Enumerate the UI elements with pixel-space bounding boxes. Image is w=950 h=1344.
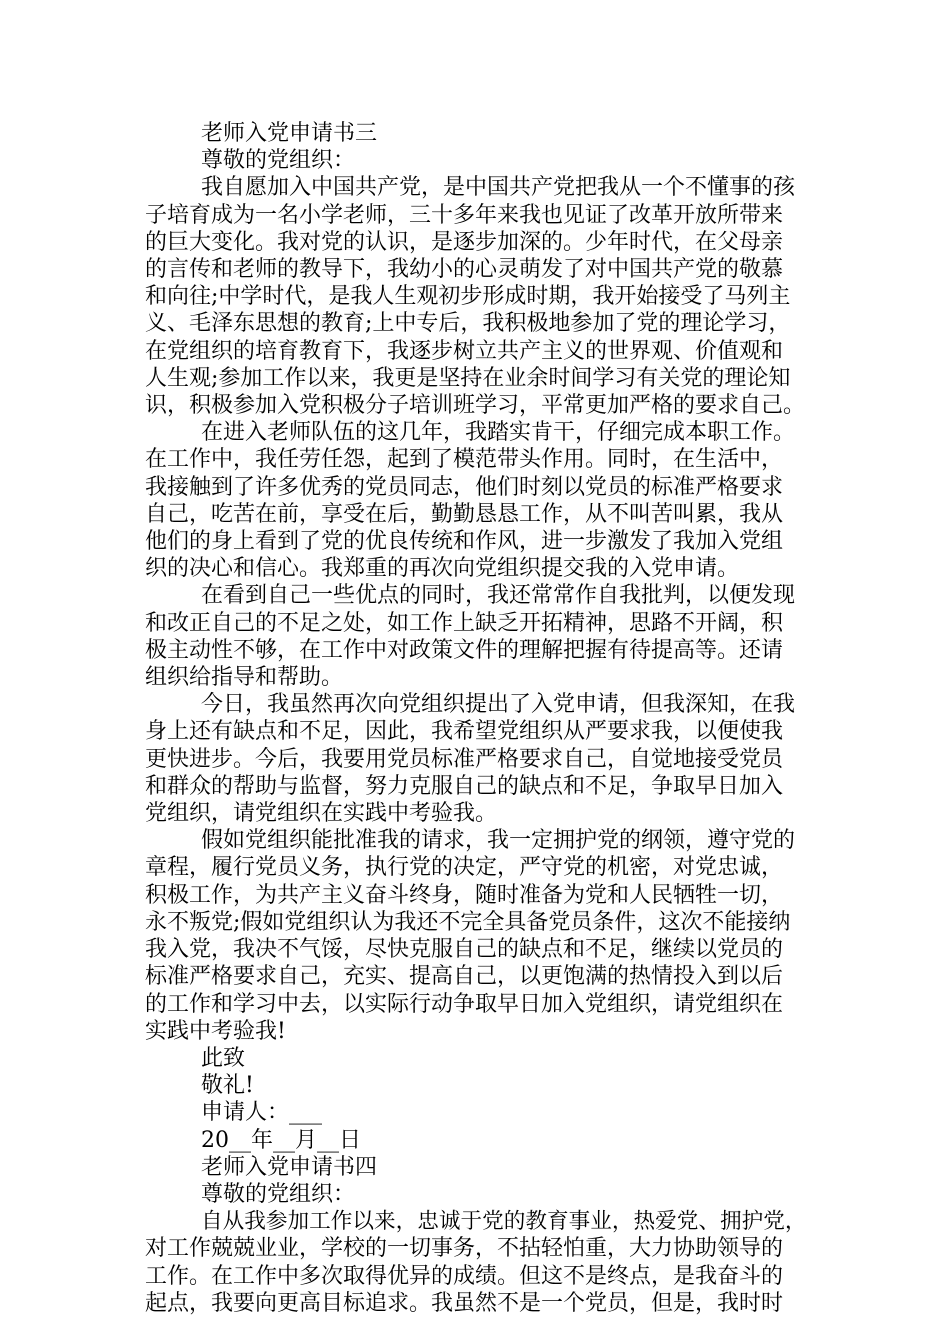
text-line: 在党组织的培育教育下，我逐步树立共产主义的世界观、价值观和	[145, 338, 784, 364]
text-line: 工作。在工作中多次取得优异的成绩。但这不是终点，是我奋斗的	[145, 1263, 784, 1289]
text-line: 我接触到了许多优秀的党员同志，他们时刻以党员的标准严格要求	[145, 474, 784, 500]
text-line: 在工作中，我任劳任怨，起到了模范带头作用。同时，在生活中，	[145, 447, 784, 473]
text-line: 的巨大变化。我对党的认识，是逐步加深的。少年时代，在父母亲	[145, 229, 784, 255]
text-line: 标准严格要求自己，充实、提高自己，以更饱满的热情投入到以后	[145, 964, 784, 990]
text-line: 此致	[201, 1045, 246, 1071]
text-line: 的言传和老师的教导下，我幼小的心灵萌发了对中国共产党的敬慕	[145, 257, 784, 283]
text-line: 我自愿加入中国共产党，是中国共产党把我从一个不懂事的孩	[201, 175, 796, 201]
text-line: 老师入党申请书三	[201, 121, 378, 146]
text-line: 和群众的帮助与监督，努力克服自己的缺点和不足，争取早日加入	[145, 773, 784, 799]
document-body	[145, 120, 807, 1317]
text-line: 党组织，请党组织在实践中考验我。	[145, 801, 498, 827]
text-line: 人生观;参加工作以来，我更是坚持在业余时间学习有关党的理论知	[145, 365, 791, 391]
text-line: 和向往;中学时代，是我人生观初步形成时期，我开始接受了马列主	[145, 284, 791, 310]
text-line: 假如党组织能批准我的请求，我一定拥护党的纲领，遵守党的	[201, 828, 796, 854]
text-line: 的工作和学习中去，以实际行动争取早日加入党组织，请党组织在	[145, 991, 784, 1017]
text-line: 自从我参加工作以来，忠诚于党的教育事业，热爱党、拥护党，	[201, 1209, 807, 1235]
text-line: 组织给指导和帮助。	[145, 665, 344, 691]
text-line: 我入党，我决不气馁，尽快克服自己的缺点和不足，继续以党员的	[145, 937, 784, 963]
text-line: 申请人：___	[201, 1100, 323, 1126]
text-line: 识，积极参加入党积极分子培训班学习，平常更加严格的要求自己。	[145, 393, 806, 419]
text-line: 在看到自己一些优点的同时，我还常常作自我批判，以便发现	[201, 583, 796, 609]
text-line: 极主动性不够，在工作中对政策文件的理解把握有待提高等。还请	[145, 637, 784, 663]
text-line: 实践中考验我!	[145, 1018, 286, 1044]
text-line: 更快进步。今后，我要用党员标准严格要求自己，自觉地接受党员	[145, 746, 784, 772]
text-line: 在进入老师队伍的这几年，我踏实肯干，仔细完成本职工作。	[201, 420, 796, 446]
text-line: 他们的身上看到了党的优良传统和作风，进一步激发了我加入党组	[145, 529, 784, 555]
text-line: 20__年__月__日	[201, 1127, 361, 1153]
text-line: 敬礼!	[201, 1073, 254, 1099]
text-line: 子培育成为一名小学老师，三十多年来我也见证了改革开放所带来	[145, 202, 784, 228]
text-line: 永不叛党;假如党组织认为我还不完全具备党员条件，这次不能接纳	[145, 909, 791, 935]
text-line: 起点，我要向更高目标追求。我虽然不是一个党员，但是，我时时	[145, 1290, 784, 1316]
text-line: 织的决心和信心。我郑重的再次向党组织提交我的入党申请。	[145, 556, 740, 582]
text-line: 自己，吃苦在前，享受在后，勤勤恳恳工作，从不叫苦叫累，我从	[145, 501, 784, 527]
text-line: 尊敬的党组织：	[201, 1181, 356, 1207]
text-line: 尊敬的党组织：	[201, 148, 356, 174]
text-line: 今日，我虽然再次向党组织提出了入党申请，但我深知，在我	[201, 692, 796, 718]
text-line: 和改正自己的不足之处，如工作上缺乏开拓精神，思路不开阔，积	[145, 610, 784, 636]
text-line: 老师入党申请书四	[201, 1154, 378, 1180]
text-line: 对工作兢兢业业，学校的一切事务，不拈轻怕重，大力协助领导的	[145, 1236, 784, 1262]
text-line: 积极工作，为共产主义奋斗终身，随时准备为党和人民牺牲一切，	[145, 882, 784, 908]
text-line: 义、毛泽东思想的教育;上中专后，我积极地参加了党的理论学习，	[145, 311, 791, 337]
text-line: 章程，履行党员义务，执行党的决定，严守党的机密，对党忠诚，	[145, 855, 784, 881]
text-line: 身上还有缺点和不足，因此，我希望党组织从严要求我，以便使我	[145, 719, 784, 745]
